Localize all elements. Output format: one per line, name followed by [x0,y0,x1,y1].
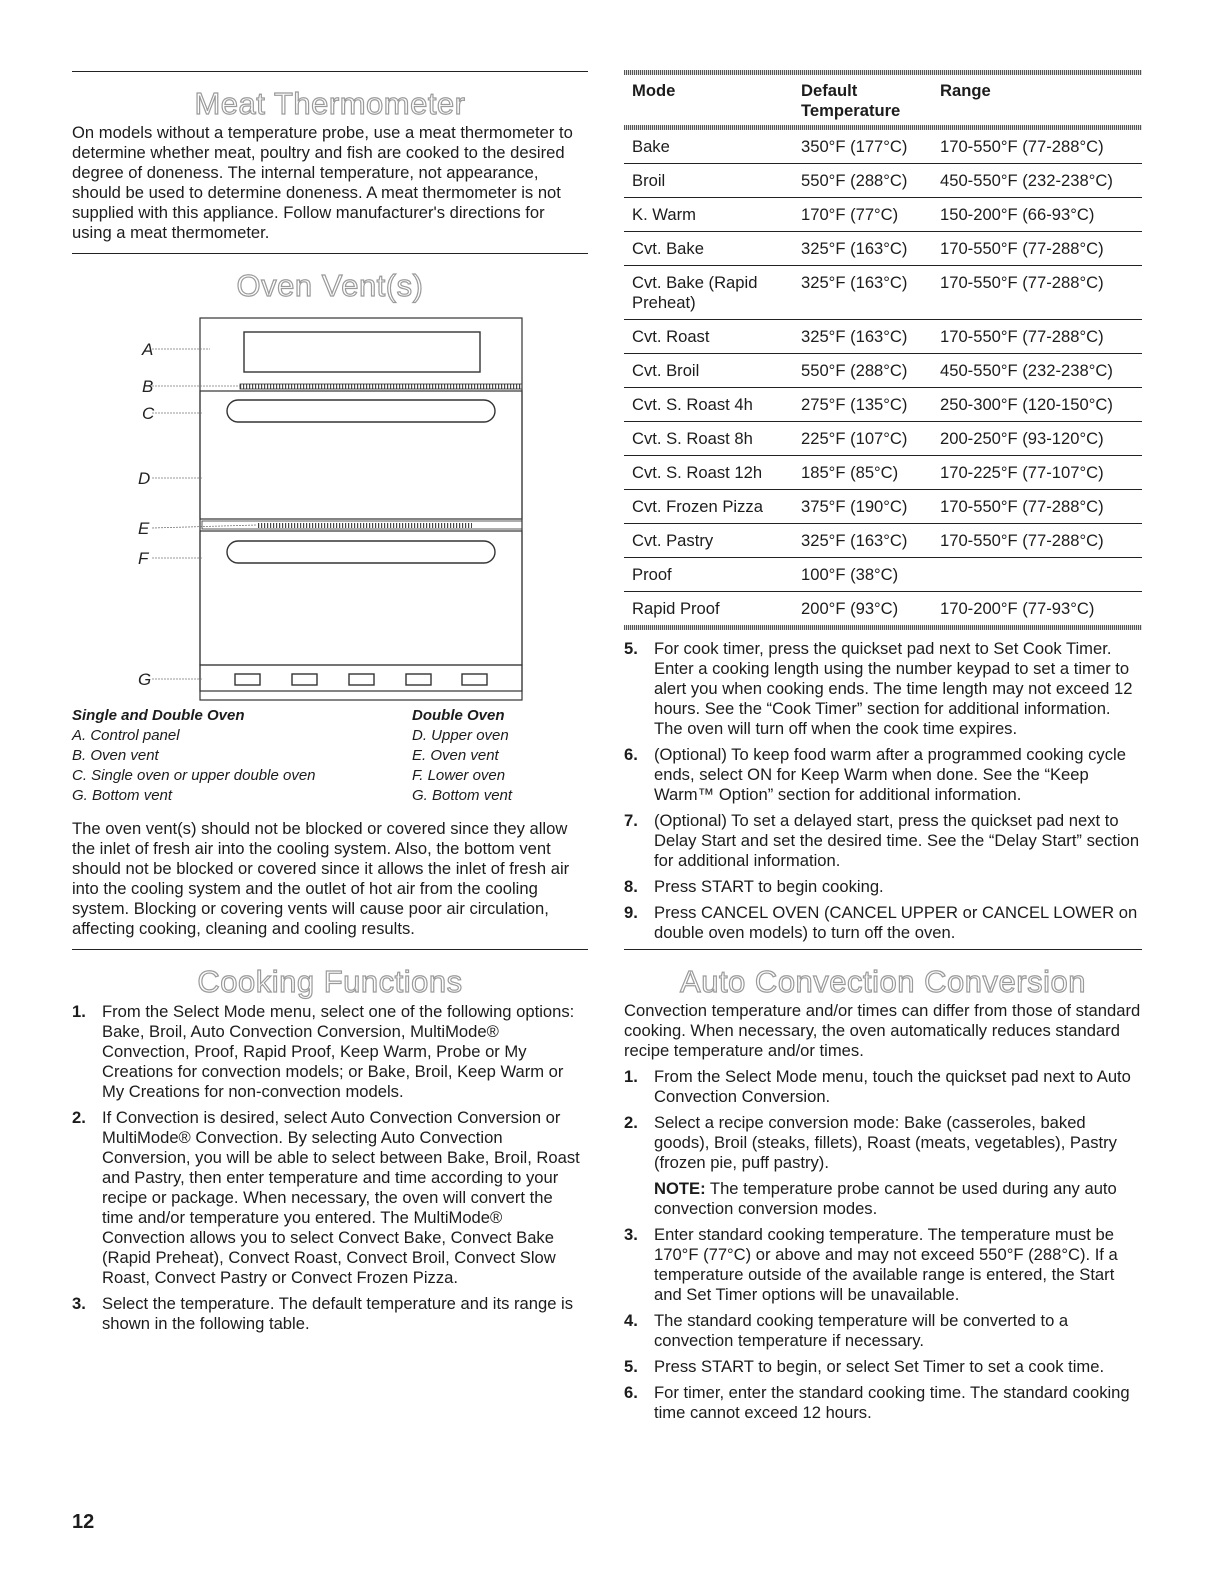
table-cell: 170-550°F (77-288°C) [932,232,1142,266]
legend-item: A. Control panel [72,727,180,744]
table-cell: 200°F (93°C) [801,599,899,618]
list-item [624,1067,1142,1107]
legend-header: Single and Double Oven [72,707,245,724]
column-header: Default Temperature [801,81,901,120]
list-item [624,639,1142,739]
step-text: The standard cooking temperature will be converted to a convection temperature if necessary. [654,1311,1069,1350]
step-number: 3. [72,1294,86,1313]
list-item [624,745,1142,805]
table-cell: Rapid Proof [632,599,720,618]
list-item [624,1113,1142,1219]
legend-item: E. Oven vent [412,747,499,764]
step-text: Enter standard cooking temperature. The temperature must be 170°F (77°C) or above and may not exceed 550°F (288°C). If a temperature outside of the available range is entered, the Start and Set Timer options will be unavailable. [654,1225,1118,1304]
step-text: (Optional) To set a delayed start, press the quickset pad next to Delay Start and set the desired time. See the “Delay Start” section for additional information. [654,811,1140,870]
step-number: 5. [624,639,638,658]
note [654,1179,1142,1219]
table-row [624,490,1142,524]
table-cell: Cvt. S. Roast 12h [624,456,793,490]
page-number: 12 [72,1511,95,1533]
note-text: The temperature probe cannot be used during any auto convection conversion modes. [654,1179,1117,1218]
cooking-functions-steps [72,1002,588,1334]
column-header: Range [940,81,991,100]
table-cell: 325°F (163°C) [793,320,932,354]
note-label: NOTE: [654,1179,706,1198]
list-item [624,1357,1142,1377]
auto-convection-steps [624,1067,1142,1423]
step-number: 6. [624,745,638,764]
table-cell: 170-200°F (77-93°C) [940,599,1095,618]
table-cell: 225°F (107°C) [793,422,932,456]
list-item [624,1311,1142,1351]
list-item [72,1294,588,1334]
step-text: From the Select Mode menu, select one of the following options: Bake, Broil, Auto Convection Conversion, MultiMode® Convection, Proof, Rapid Proof, Keep Warm, Probe or My Creations for convection models; or Bake, Broil, Keep Warm or My Creations for non-convection models. [102,1002,575,1101]
table-cell: Broil [624,164,793,198]
diagram-label-f: F [138,549,149,568]
table-cell: 170-550°F (77-288°C) [932,130,1142,164]
list-item [624,811,1142,871]
legend-single-double [72,706,412,806]
meat-thermometer-title: Meat Thermometer [194,86,466,121]
table-cell: 325°F (163°C) [793,524,932,558]
column-header: Mode [632,81,676,100]
diagram-label-g: G [138,670,152,689]
list-item [624,1225,1142,1305]
table-row [624,320,1142,354]
auto-convection-intro: Convection temperature and/or times can differ from those of standard cooking. When necessary, the oven automatically reduces standard recipe temperature and/or times. [624,1001,1141,1060]
table-row [624,354,1142,388]
legend-header: Double Oven [412,707,505,724]
step-text: If Convection is desired, select Auto Convection Conversion or MultiMode® Convection. By selecting Auto Convection Conversion, you will be able to select between Bake, Broil, Roast and Pastry, then enter temperature and time according to your recipe or package. When necessary, the oven will convert the time and/or temperature you entered. The MultiMode® Convection allows you to select Convect Bake, Convect Bake (Rapid Preheat), Convect Roast, Convect Broil, Convect Slow Roast, Convect Pastry or Convect Frozen Pizza. [102,1108,580,1287]
table-cell: 170-550°F (77-288°C) [932,266,1142,320]
right-column [624,0,1142,1429]
step-number: 3. [624,1225,638,1244]
table-row [624,198,1142,232]
diagram-label-b: B [142,377,154,396]
list-item [72,1002,588,1102]
table-row [624,592,1142,626]
diagram-label-a: A [142,340,154,359]
table-cell: Cvt. S. Roast 8h [624,422,793,456]
section-rule [624,949,1142,950]
table-cell: Cvt. Broil [624,354,793,388]
diagram-label-d: D [138,469,151,488]
step-number: 5. [624,1357,638,1376]
table-bottom-border [624,625,1142,630]
oven-vents-body: The oven vent(s) should not be blocked or covered since they allow the inlet of fresh air into the cooling system. Also, the bottom vent should not be blocked or covered since it allows the inlet of fresh air into the cooling system and the outlet of hot air from the cooling system. Blocking or covering vents will cause poor air circulation, affecting cooking, cleaning and cooling results. [72,819,570,938]
step-text: Press START to begin cooking. [654,877,884,896]
step-text: For timer, enter the standard cooking time. The standard cooking time cannot exceed 12 hours. [654,1383,1130,1422]
section-rule [72,71,588,72]
table-cell: 450-550°F (232-238°C) [932,354,1142,388]
cooking-functions-steps-continued [624,639,1142,943]
table-cell: 350°F (177°C) [793,130,932,164]
table-cell: 450-550°F (232-238°C) [932,164,1142,198]
table-cell: Cvt. Frozen Pizza [624,490,793,524]
step-text: Select a recipe conversion mode: Bake (casseroles, baked goods), Broil (steaks, fillets), Roast (meats, vegetables), Pastry (frozen pie, puff pastry). [654,1113,1117,1172]
table-cell: 200-250°F (93-120°C) [932,422,1142,456]
legend-item: D. Upper oven [412,727,509,744]
table-cell: 325°F (163°C) [793,266,932,320]
table-cell: 275°F (135°C) [793,388,932,422]
table-header-row [624,75,1142,125]
table-row [624,524,1142,558]
table-row [624,388,1142,422]
table-cell: 185°F (85°C) [793,456,932,490]
step-number: 6. [624,1383,638,1402]
table-cell: 170-550°F (77-288°C) [932,320,1142,354]
table-row [624,164,1142,198]
auto-convection-title: Auto Convection Conversion [680,964,1086,999]
legend-item: C. Single oven or upper double oven [72,767,316,784]
table-cell: 170-550°F (77-288°C) [932,524,1142,558]
diagram-legend [72,706,588,806]
step-number: 8. [624,877,638,896]
table-row [624,422,1142,456]
table-row [624,266,1142,320]
table-row [624,130,1142,164]
step-text: Press CANCEL OVEN (CANCEL UPPER or CANCEL LOWER on double oven models) to turn off the oven. [654,903,1138,942]
table-cell: 150-200°F (66-93°C) [932,198,1142,232]
meat-thermometer-body: On models without a temperature probe, use a meat thermometer to determine whether meat, poultry and fish are cooked to the desired degree of doneness. The internal temperature, not appearance, should be used to determine doneness. A meat thermometer is not supplied with this appliance. Follow manufacturer's directions for using a meat thermometer. [72,123,573,242]
table-row [624,232,1142,266]
table-cell: 170-225°F (77-107°C) [932,456,1142,490]
table-cell: 250-300°F (120-150°C) [932,388,1142,422]
step-number: 1. [624,1067,638,1086]
step-text: Select the temperature. The default temperature and its range is shown in the following table. [102,1294,574,1333]
list-item [624,877,1142,897]
legend-item: G. Bottom vent [72,787,173,804]
table-row [624,558,1142,592]
table-cell: 100°F (38°C) [793,558,932,592]
step-text: (Optional) To keep food warm after a programmed cooking cycle ends, select ON for Keep Warm when done. See the “Keep Warm™ Option” section for additional information. [654,745,1126,804]
step-text: From the Select Mode menu, touch the quickset pad next to Auto Convection Conversion. [654,1067,1131,1106]
step-text: Press START to begin, or select Set Timer to set a cook time. [654,1357,1105,1376]
cooking-functions-title: Cooking Functions [197,964,463,999]
oven-vents-title: Oven Vent(s) [236,268,424,303]
table-cell: K. Warm [624,198,793,232]
step-number: 9. [624,903,638,922]
mode-temperature-table [624,75,1142,625]
table-cell: 550°F (288°C) [793,354,932,388]
table-cell: 375°F (190°C) [793,490,932,524]
step-number: 7. [624,811,638,830]
table-cell: Cvt. Pastry [624,524,793,558]
list-item [624,1383,1142,1423]
table-cell: Cvt. Roast [624,320,793,354]
section-rule [72,949,588,950]
step-number: 2. [624,1113,638,1132]
legend-double [412,706,512,806]
diagram-label-c: C [142,404,155,423]
diagram-label-e: E [138,519,150,538]
legend-item: B. Oven vent [72,747,159,764]
list-item [72,1108,588,1288]
table-cell: 170°F (77°C) [793,198,932,232]
step-number: 2. [72,1108,86,1127]
table-cell: Cvt. Bake (Rapid Preheat) [624,266,793,320]
table-body [624,130,1142,625]
table-cell: Proof [624,558,793,592]
table-cell: Cvt. S. Roast 4h [624,388,793,422]
legend-item: F. Lower oven [412,767,506,784]
step-text: For cook timer, press the quickset pad next to Set Cook Timer. Enter a cooking length using the number keypad to set a timer to alert you when cooking ends. The time length may not exceed 12 hours. See the “Cook Timer” section for additional information. The oven will turn off when the cook time expires. [654,639,1133,738]
oven-vent-diagram [72,312,588,702]
list-item [624,903,1142,943]
step-number: 1. [72,1002,86,1021]
table-cell: Bake [624,130,793,164]
table-row [624,456,1142,490]
legend-item: G. Bottom vent [412,787,513,804]
table-cell: Cvt. Bake [624,232,793,266]
section-rule [72,253,588,254]
table-cell: 170-550°F (77-288°C) [932,490,1142,524]
step-number: 4. [624,1311,638,1330]
table-cell: 325°F (163°C) [793,232,932,266]
table-cell: 550°F (288°C) [793,164,932,198]
left-column [72,0,588,1340]
table-cell [932,558,1142,592]
